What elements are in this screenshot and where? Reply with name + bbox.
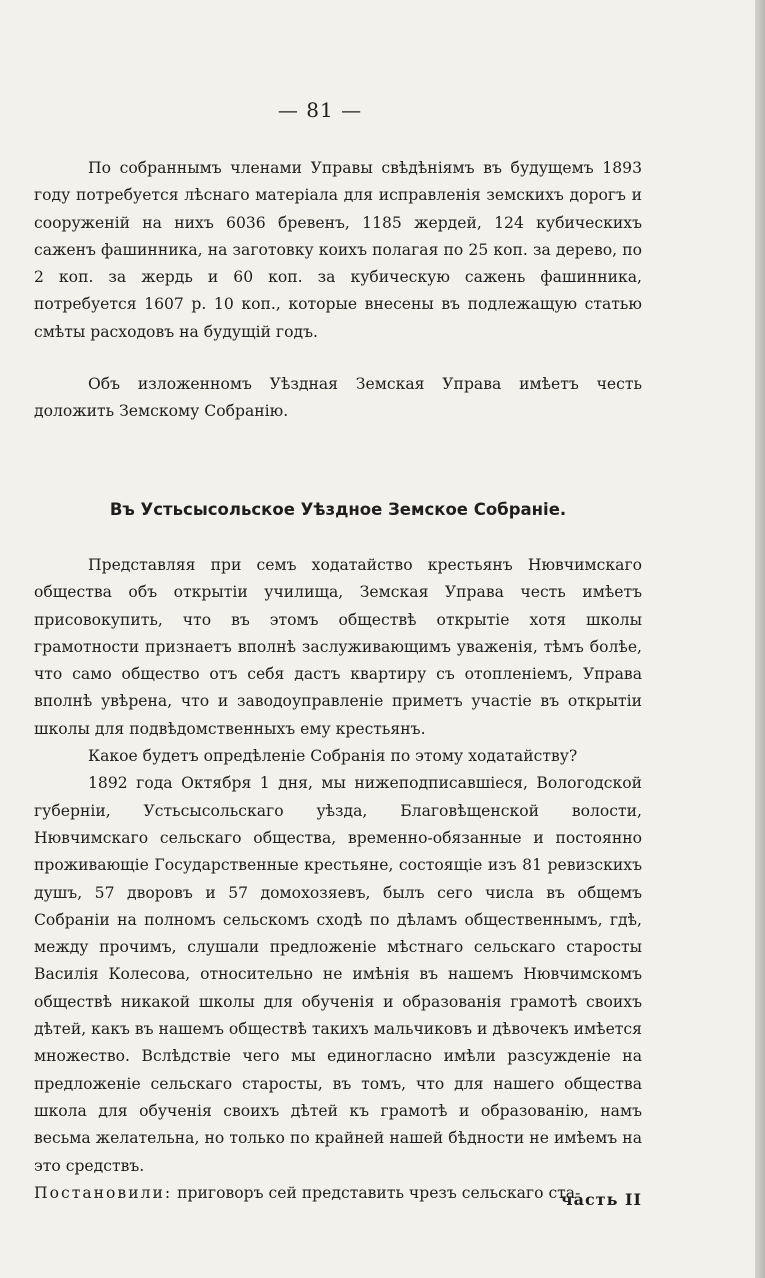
closing-text	[34, 371, 642, 426]
signature-mark: часть II	[560, 1190, 642, 1209]
paragraph: Какое будетъ опредѣленіе Собранія по этому ходатайству?	[88, 747, 578, 766]
section-heading: Въ Устьсысольское Уѣздное Земское Собраніе.	[109, 500, 567, 519]
page-edge	[755, 0, 765, 1278]
paragraph: Представляя при семъ ходатайство крестьянъ Нювчимскаго общества объ открытіи училища, Земская Управа честь имѣетъ присовокупить, что въ этомъ обществѣ открытіе хотя школы грамотности признаетъ вполнѣ заслуживающимъ уваженія, тѣмъ болѣе, что само общество отъ себя дастъ квартиру съ отопленіемъ, Управа вполнѣ увѣрена, что и заводоуправленіе приметъ участіе въ открытіи школы для подвѣдомственныхъ ему крестьянъ.	[34, 556, 642, 738]
paragraph: По собраннымъ членами Управы свѣдѣніямъ въ будущемъ 1893 году потребуется лѣснаго матеріала для исправленія земскихъ дорогъ и сооруженій на нихъ 6036 бревенъ, 1185 жердей, 124 кубическихъ саженъ фашинника, на заготовку коихъ полагая по 25 коп. за дерево, по 2 коп. за жердь и 60 коп. за кубическую сажень фашинника, потребуется 1607 р. 10 коп., которые внесены въ подлежащую статью смѣты расходовъ на будущій годъ.	[34, 159, 642, 341]
page-number: — 81 —	[277, 98, 363, 122]
report-text	[34, 155, 642, 346]
paragraph: Объ изложенномъ Уѣздная Земская Управа имѣетъ честь доложить Земскому Собранію.	[34, 375, 642, 421]
paragraph: 1892 года Октября 1 дня, мы нижеподписавшіеся, Вологодской губерніи, Устьсысольскаго уѣзда, Благовѣщенской волости, Нювчимскаго сельскаго общества, временно-обязанные и постоянно проживающіе Государственные крестьяне, состоящіе изъ 81 ревизскихъ душъ, 57 дворовъ и 57 домохозяевъ, былъ сего числа въ общемъ Собраніи на полномъ сельскомъ сходѣ по дѣламъ общественнымъ, гдѣ, между прочимъ, слушали предложеніе мѣстнаго сельскаго старосты Василія Колесова, относительно не имѣнія въ нашемъ Нювчимскомъ обществѣ никакой школы для обученія и образованія грамотѣ своихъ дѣтей, какъ въ нашемъ обществѣ такихъ мальчиковъ и дѣвочекъ имѣется множество. Вслѣдствіе чего мы единогласно имѣли разсужденіе на предложеніе сельскаго старосты, въ томъ, что для нашего общества школа для обученія своихъ дѣтей къ грамотѣ и образованію, намъ весьма желательна, но только по крайней нашей бѣдности не имѣемъ на это средствъ.	[34, 774, 643, 1175]
resolution-text: приговоръ сей представить чрезъ сельскаго ста-	[177, 1183, 581, 1202]
resolution-label: Постановили:	[34, 1183, 173, 1202]
petition-text	[34, 552, 642, 1207]
